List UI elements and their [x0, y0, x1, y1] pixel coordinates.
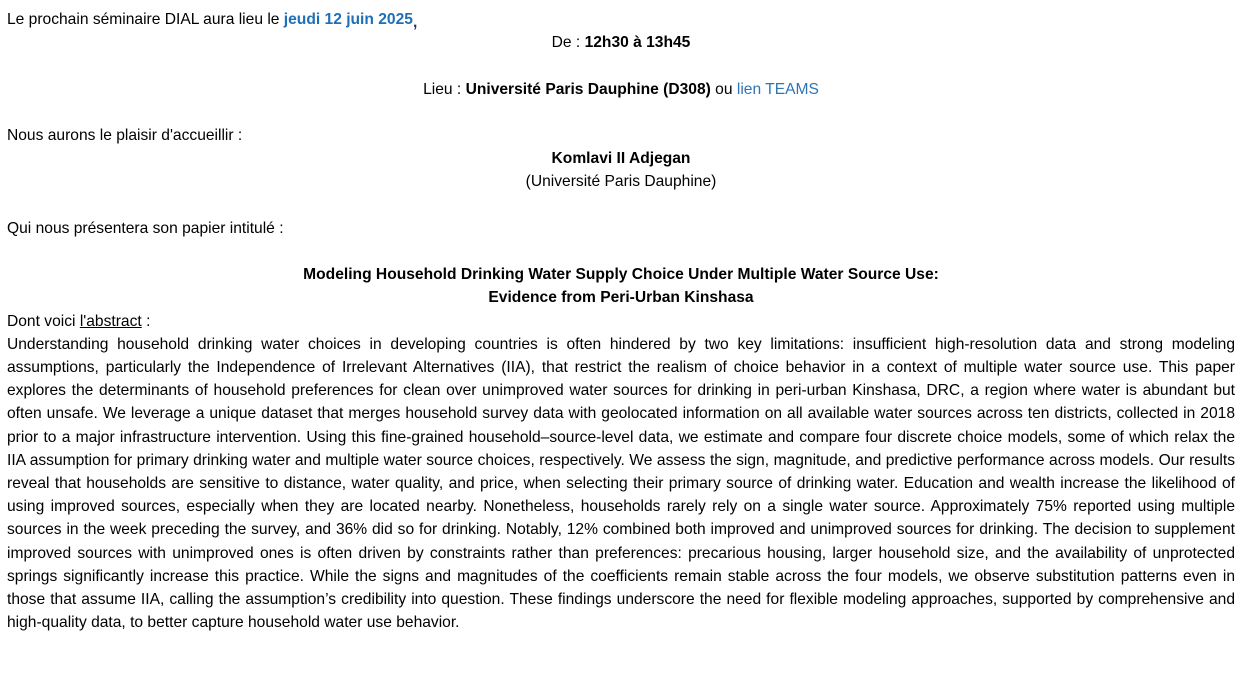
- paper-title-line2: Evidence from Peri-Urban Kinshasa: [488, 289, 754, 307]
- abstract-label-prefix: Dont voici: [7, 312, 80, 330]
- time-label: De :: [551, 34, 585, 52]
- paper-title-line1: Modeling Household Drinking Water Supply Choice Under Multiple Water Source Use:: [303, 266, 939, 284]
- location-value: Université Paris Dauphine (D308): [465, 80, 711, 98]
- welcome-line: Nous aurons le plaisir d'accueillir :: [7, 126, 243, 144]
- abstract-label-word: l'abstract: [79, 312, 142, 330]
- abstract-label-suffix: :: [141, 312, 151, 330]
- seminar-date: jeudi 12 juin 2025: [283, 11, 413, 28]
- paper-intro-line: Qui nous présentera son papier intitulé :: [7, 219, 284, 237]
- location-label: Lieu :: [423, 80, 466, 98]
- time-value: 12h30 à 13h45: [584, 34, 691, 52]
- abstract-label-line: [7, 310, 1235, 333]
- time-line: [7, 31, 1235, 54]
- abstract-text: Understanding household drinking water choices in developing countries is often hindered by two key limitations: insufficient high-resolution data and strong modeling assumptions, particularly the Independence of Irrelevant Alternatives (IIA), that restrict the realism of choice behavior in a context of multiple water source use. This paper explores the determinants of household preferences for clean over unimproved water sources for drinking in peri-urban Kinshasa, DRC, a region where water is abundant but often unsafe. We leverage a unique dataset that merges household survey data with geolocated information on all available water sources across ten districts, collected in 2018 prior to a major infrastructure intervention. Using this fine-grained household–source-level data, we estimate and compare four discrete choice models, some of which relax the IIA assumption for primary drinking water and multiple water source choices, respectively. We assess the sign, magnitude, and predictive performance across models. Our results reveal that households are sensitive to distance, water quality, and price, when selecting their primary source of drinking water. Education and wealth increase the likelihood of using improved sources, especially when they are located nearby. Nonetheless, households rarely rely on a single water source. Approximately 75% reported using multiple sources in the week preceding the survey, and 36% did so for drinking. Notably, 12% combined both improved and unimproved sources for drinking. The decision to supplement improved sources with unimproved ones is often driven by constraints rather than preferences: precarious housing, larger household size, and the availability of unprotected springs significantly increase this practice. While the signs and magnitudes of the coefficients remain stable across the four models, we observe substitution patterns even in those that assume IIA, calling the assumption’s credibility into question. These findings underscore the need for flexible modeling approaches, supported by comprehensive and high-quality data, to better capture household water use behavior.: [7, 335, 1235, 632]
- intro-line: [7, 8, 1235, 31]
- speaker-affiliation: (Université Paris Dauphine): [525, 173, 717, 191]
- location-line: [7, 78, 1235, 101]
- location-separator: ou: [710, 80, 737, 98]
- intro-prefix: Le prochain séminaire DIAL aura lieu le: [7, 11, 284, 28]
- speaker-name: Komlavi II Adjegan: [551, 150, 691, 168]
- intro-comma: ,: [412, 14, 418, 31]
- teams-link[interactable]: lien TEAMS: [736, 80, 819, 98]
